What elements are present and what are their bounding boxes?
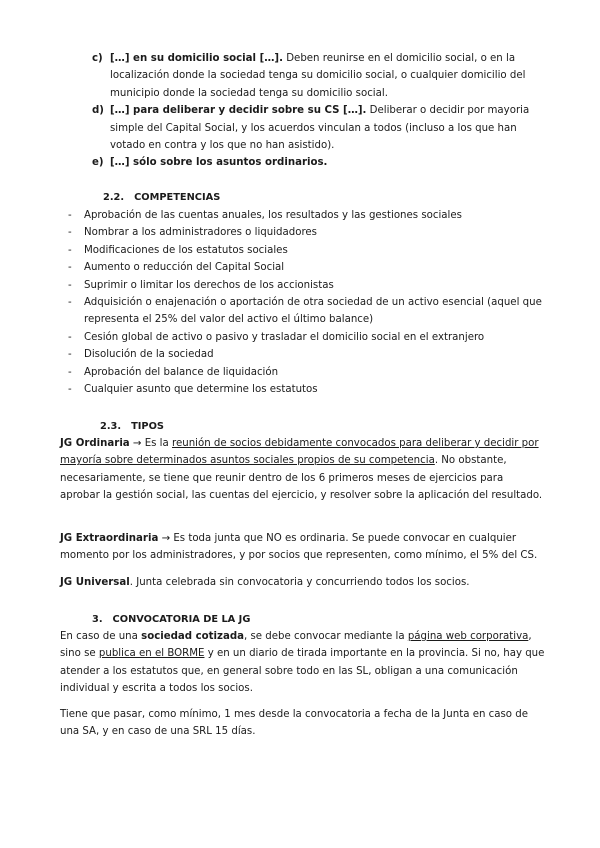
paragraph-jg-ordinaria <box>60 435 546 505</box>
section-title: COMPETENCIAS <box>134 192 221 203</box>
section-number: 2.2. <box>103 192 125 203</box>
section-heading-competencias <box>103 189 220 206</box>
section-title: TIPOS <box>131 421 164 432</box>
paragraph-plazo <box>60 706 546 741</box>
underlined-definition: reunión de socios debidamente convocados para deliberar y decidir por mayoría sobre determinados asuntos sociales propios de su competencia <box>60 438 539 467</box>
underlined-web-corporativa: página web corporativa <box>407 631 529 642</box>
paragraph-convocatoria <box>60 628 546 698</box>
term-jg-ordinaria: JG Ordinaria <box>60 438 130 449</box>
list-item: - Disolución de la sociedad <box>60 346 544 363</box>
competencias-list <box>60 207 544 398</box>
paragraph-text: → Es la <box>129 438 172 449</box>
list-item: - Modificaciones de los estatutos sociales <box>60 242 544 259</box>
list-item-e <box>92 154 532 171</box>
list-item: - Suprimir o limitar los derechos de los accionistas <box>60 277 544 294</box>
list-item: - Cesión global de activo o pasivo y trasladar el domicilio social en el extranjero <box>60 329 544 346</box>
underlined-borme: publica en el BORME <box>98 648 205 660</box>
item-label: e) <box>92 157 104 169</box>
item-bold-text: […] en su domicilio social […]. <box>110 53 283 64</box>
list-item: - Nombrar a los administradores o liquidadores <box>60 224 544 241</box>
paragraph-text: , sino se <box>60 631 532 660</box>
item-bold-text: […] sólo sobre los asuntos ordinarios. <box>110 157 328 169</box>
term-jg-extraordinaria: JG Extraordinaria <box>60 533 159 544</box>
paragraph-jg-extraordinaria <box>60 530 546 565</box>
section-title: CONVOCATORIA DE LA JG <box>112 614 251 625</box>
paragraph-text: y en un diario de tirada importante en la provincia. Si no, hay que atender a los estatutos que, en general sobre todo en las SL, obligan a una comunicación individual y escrita a todos los socios. <box>60 648 545 695</box>
section-number: 2.3. <box>100 421 122 432</box>
section-number: 3. <box>92 614 103 625</box>
paragraph-jg-universal <box>60 574 546 591</box>
item-bold-text: […] para deliberar y decidir sobre su CS […]. <box>110 105 367 117</box>
list-item: - Aprobación de las cuentas anuales, los resultados y las gestiones sociales <box>60 207 544 224</box>
list-item: - Aprobación del balance de liquidación <box>60 364 544 381</box>
list-item: - Adquisición o enajenación o aportación de otra sociedad de un activo esencial (aquel que representa el 25% del valor del activo el último balance) <box>60 294 544 329</box>
list-item: - Cualquier asunto que determine los estatutos <box>60 381 544 398</box>
paragraph-text: . Junta celebrada sin convocatoria y concurriendo todos los socios. <box>129 577 470 588</box>
item-text: Deben reunirse en el domicilio social, o en la localización donde la sociedad tenga su domicilio social, o cualquier domicilio del municipio donde la sociedad tenga su domicilio social. <box>110 53 526 99</box>
list-item-c <box>92 50 532 102</box>
paragraph-text: , se debe convocar mediante la <box>244 631 408 642</box>
lettered-list <box>92 50 532 172</box>
paragraph-text: En caso de una <box>60 631 142 642</box>
item-text: Deliberar o decidir por mayoria simple del Capital Social, y los acuerdos vinculan a todos (incluso a los que han votado en contra y los que no han asistido). <box>110 105 530 152</box>
list-item-d <box>92 102 532 154</box>
paragraph-text: . No obstante, necesariamente, se tiene que reunir dentro de los 6 primeros meses de ejercicios para aprobar la gestión social, las cuentas del ejercicio, y resolver sobre la aplicación del resultado. <box>60 455 543 502</box>
item-label: c) <box>92 53 103 64</box>
section-heading-convocatoria <box>92 611 250 628</box>
term-sociedad-cotizada: sociedad cotizada <box>141 631 245 642</box>
section-heading-tipos <box>100 418 164 435</box>
list-item: - Aumento o reducción del Capital Social <box>60 259 544 276</box>
item-label: d) <box>92 105 104 117</box>
term-jg-universal: JG Universal <box>60 577 130 588</box>
paragraph-text: Tiene que pasar, como mínimo, 1 mes desde la convocatoria a fecha de la Junta en caso de una SA, y en caso de una SRL 15 días. <box>60 709 529 738</box>
paragraph-text: → Es toda junta que NO es ordinaria. Se puede convocar en cualquier momento por los administradores, y por socios que representen, como mínimo, el 5% del CS. <box>60 533 538 562</box>
